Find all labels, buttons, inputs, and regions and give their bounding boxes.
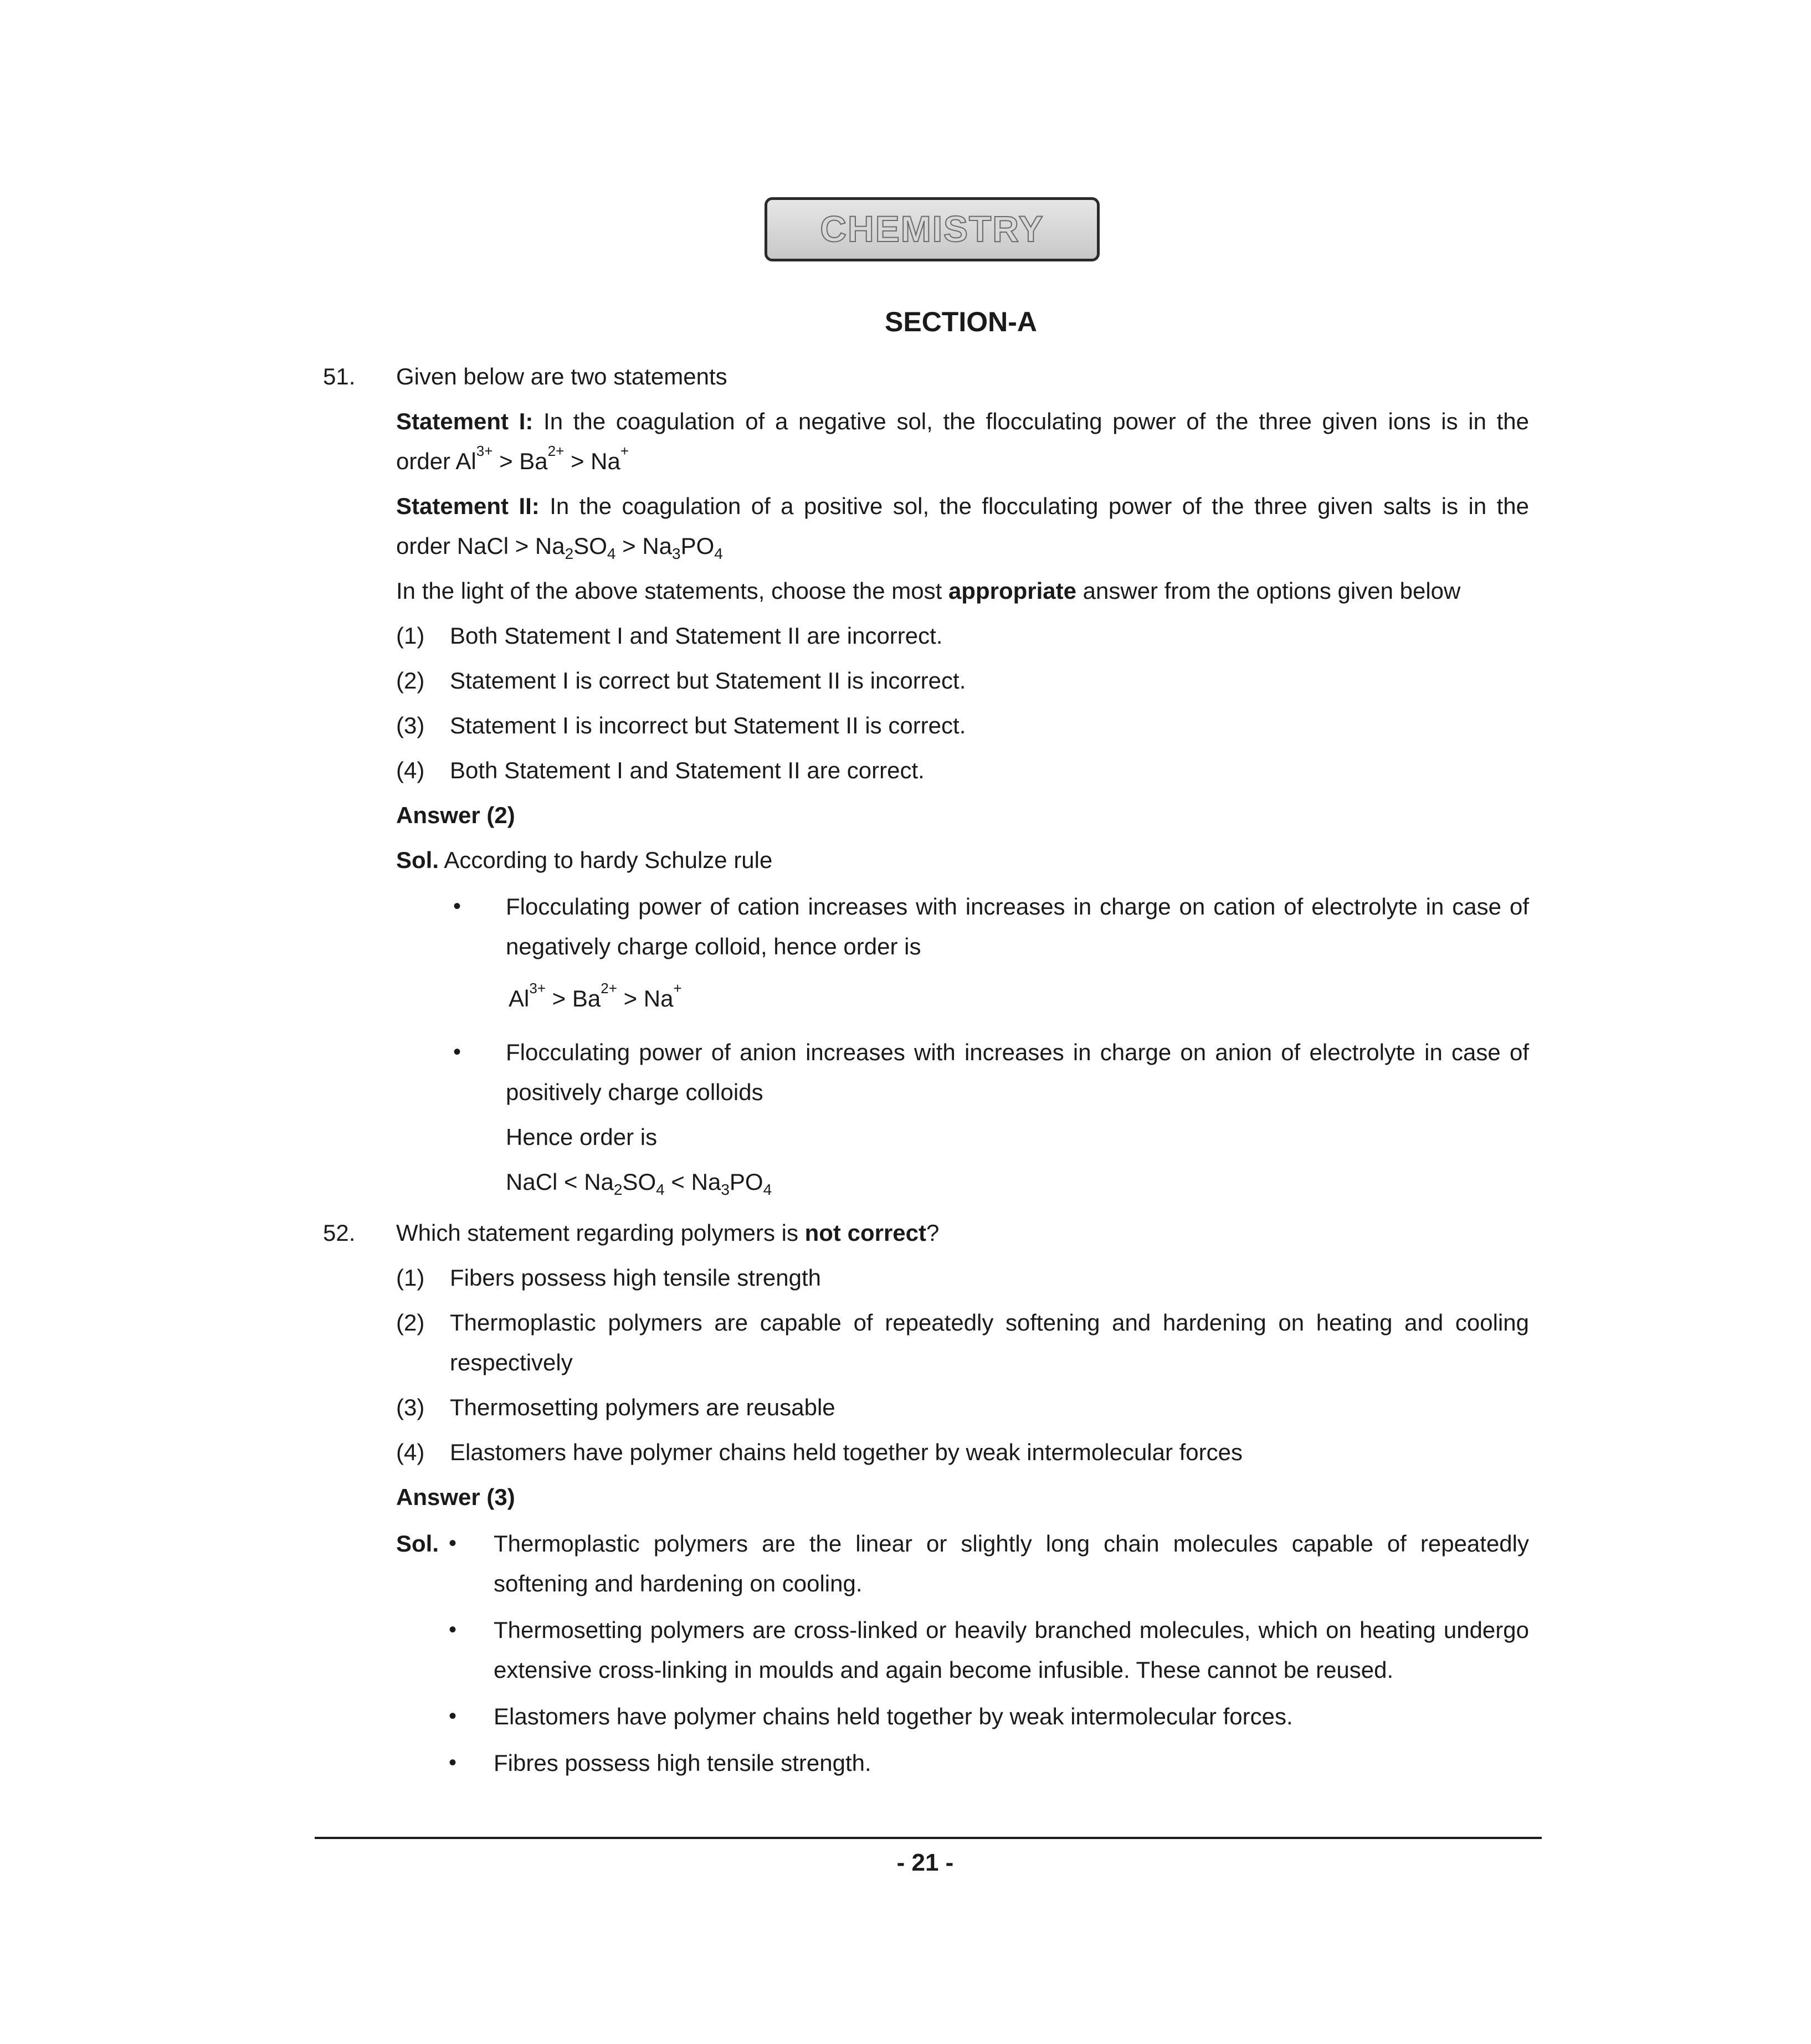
option-number: (4) — [396, 1439, 425, 1465]
footer-divider — [315, 1837, 1542, 1839]
option-text: Statement I is correct but Statement II is incorrect. — [450, 667, 966, 694]
bullet-icon: • — [449, 1704, 457, 1728]
option-number: (3) — [396, 1394, 425, 1420]
option-text: Fibers possess high tensile strength — [450, 1265, 822, 1291]
option-text: Elastomers have polymer chains held together by weak intermolecular forces — [450, 1439, 1243, 1465]
statement-2 — [396, 491, 1529, 522]
solution-label: Sol. — [396, 847, 439, 873]
solution-bullet-text: Flocculating power of anion increases with increases in charge on anion of electrolyte in case of — [506, 1039, 1529, 1065]
statement-2-order: order NaCl > $Na_2SO_4 > Na_3PO_4$ — [396, 533, 723, 562]
statement-1-label: Statement I: — [396, 408, 533, 434]
option-number: (4) — [396, 757, 425, 783]
solution-bullet-text: negatively charge colloid, hence order is — [506, 933, 921, 959]
option-number: (3) — [396, 712, 425, 738]
question-number: 51. — [323, 363, 356, 389]
bullet-icon: • — [449, 1750, 457, 1775]
page-number: - 21 - — [896, 1849, 954, 1876]
solution-bullet-text: Hence order is — [506, 1124, 658, 1150]
solution-bullet-text: Fibres possess high tensile strength. — [494, 1750, 871, 1776]
option-text: respectively — [450, 1349, 573, 1375]
solution-bullet-text: Flocculating power of cation increases with increases in charge on cation of electrolyte in case of — [506, 893, 1529, 920]
statement-1-text: In the coagulation of a negative sol, the flocculating power of the three given ions is in the — [543, 408, 1530, 434]
subject-title: CHEMISTRY — [820, 208, 1044, 250]
question-number: 52. — [323, 1220, 356, 1246]
solution-bullet-text: softening and hardening on cooling. — [494, 1570, 863, 1596]
option-number: (1) — [396, 623, 425, 649]
option-text: Both Statement I and Statement II are correct. — [450, 757, 925, 783]
answer-label: Answer (2) — [396, 802, 515, 828]
option-number: (2) — [396, 667, 425, 694]
statement-1 — [396, 406, 1529, 438]
solution-bullet-text: Thermoplastic polymers are the linear or slightly long chain molecules capable of repeatedly — [494, 1531, 1529, 1557]
subject-banner — [765, 197, 1100, 261]
equation-cations: $Al^{3+} > Ba^{2+} > Na^+$ — [509, 980, 682, 1011]
question-prompt: In the light of the above statements, choose the most appropriate answer from the options given below — [396, 578, 1461, 604]
solution-bullet-text: positively charge colloids — [506, 1079, 763, 1105]
solution-bullet-text: Thermosetting polymers are cross-linked or heavily branched molecules, which on heating undergo — [494, 1617, 1529, 1643]
solution-label: Sol. — [396, 1531, 439, 1557]
section-title: SECTION-A — [885, 306, 1037, 337]
question-intro: Given below are two statements — [396, 363, 727, 389]
solution-intro: Sol. According to hardy Schulze rule — [396, 847, 773, 873]
bullet-icon: • — [453, 894, 461, 918]
question-text: Which statement regarding polymers is not correct? — [396, 1220, 940, 1246]
statement-2-text: In the coagulation of a positive sol, the flocculating power of the three given salts is in the — [550, 493, 1529, 519]
option-text: Thermosetting polymers are reusable — [450, 1394, 835, 1420]
equation-anions: NaCl < $Na_2SO_4 < Na_3PO_4$ — [506, 1169, 772, 1198]
bullet-icon: • — [449, 1617, 457, 1642]
solution-bullet-text: Elastomers have polymer chains held together by weak intermolecular forces. — [494, 1703, 1293, 1729]
answer-label: Answer (3) — [396, 1484, 515, 1510]
solution-bullet-text: extensive cross-linking in moulds and again become infusible. These cannot be reused. — [494, 1657, 1394, 1683]
option-text: Both Statement I and Statement II are incorrect. — [450, 623, 943, 649]
option-text: Statement I is incorrect but Statement II is correct. — [450, 712, 966, 738]
statement-2-label: Statement II: — [396, 493, 540, 519]
statement-1-order: order $Al^{3+} > Ba^{2+} > Na^+$ — [396, 443, 629, 474]
bullet-icon: • — [449, 1531, 457, 1555]
option-number: (1) — [396, 1265, 425, 1291]
option-text: Thermoplastic polymers are capable of repeatedly softening and hardening on heating and cooling — [450, 1309, 1529, 1336]
option-number: (2) — [396, 1309, 425, 1336]
bullet-icon: • — [453, 1040, 461, 1064]
